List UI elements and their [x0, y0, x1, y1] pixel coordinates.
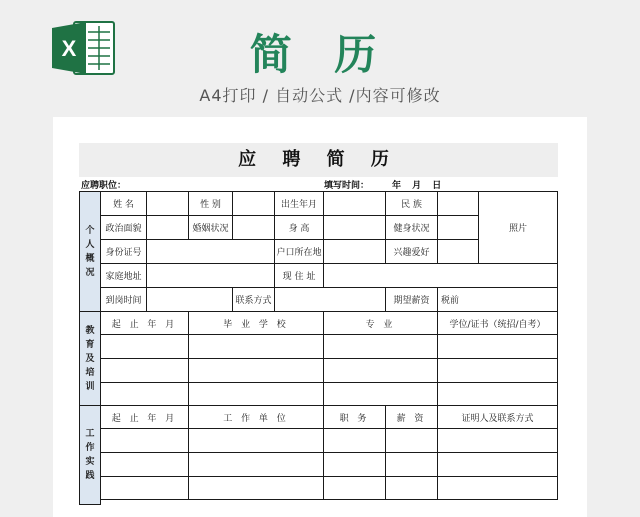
edu-cell[interactable]: [188, 382, 324, 406]
work-header-position: 职 务: [323, 405, 386, 429]
work-cell[interactable]: [188, 428, 324, 453]
photo-box[interactable]: 照片: [478, 191, 558, 264]
svg-text:X: X: [61, 36, 77, 61]
label-birth: 出生年月: [274, 191, 324, 216]
label-height: 身 高: [274, 215, 324, 240]
date-units: 年 月 日: [392, 181, 442, 191]
label-id-number: 身份证号: [100, 239, 147, 264]
work-header-period: 起 止 年 月: [100, 405, 189, 429]
edu-cell[interactable]: [323, 334, 438, 359]
input-ethnicity[interactable]: [437, 191, 479, 216]
work-header-employer: 工 作 单 位: [188, 405, 324, 429]
work-cell[interactable]: [323, 452, 386, 477]
input-home-address[interactable]: [146, 263, 275, 288]
input-politics[interactable]: [146, 215, 189, 240]
edu-header-degree: 学位/证书（统招/自考）: [437, 311, 558, 335]
edu-cell[interactable]: [188, 358, 324, 383]
work-cell[interactable]: [100, 452, 189, 477]
work-cell[interactable]: [385, 452, 438, 477]
form-title: 应 聘 简 历: [79, 143, 558, 177]
label-expected-salary: 期望薪资: [385, 287, 438, 312]
input-gender[interactable]: [232, 191, 275, 216]
label-home-address: 家庭地址: [100, 263, 147, 288]
work-cell[interactable]: [437, 476, 558, 500]
edu-cell[interactable]: [437, 382, 558, 406]
edu-header-major: 专 业: [323, 311, 438, 335]
work-cell[interactable]: [323, 428, 386, 453]
label-current-address: 现 住 址: [274, 263, 324, 288]
page-title: 简 历: [249, 30, 391, 79]
input-id-number[interactable]: [146, 239, 275, 264]
label-contact: 联系方式: [232, 287, 275, 312]
work-cell[interactable]: [100, 476, 189, 500]
edu-cell[interactable]: [437, 334, 558, 359]
input-contact[interactable]: [274, 287, 386, 312]
edu-cell[interactable]: [437, 358, 558, 383]
input-marital[interactable]: [232, 215, 275, 240]
label-ethnicity: 民 族: [385, 191, 438, 216]
input-height[interactable]: [323, 215, 386, 240]
edu-cell[interactable]: [100, 334, 189, 359]
work-cell[interactable]: [188, 476, 324, 500]
input-hukou[interactable]: [323, 239, 386, 264]
edu-cell[interactable]: [188, 334, 324, 359]
apply-position-label: 应聘职位：: [81, 181, 127, 191]
fill-date-label: 填写时间：: [324, 181, 370, 191]
work-cell[interactable]: [323, 476, 386, 500]
work-header-salary: 薪 资: [385, 405, 438, 429]
label-gender: 性 别: [188, 191, 233, 216]
work-cell[interactable]: [437, 428, 558, 453]
section-work: 工 作 实 践: [79, 405, 101, 505]
label-politics: 政治面貌: [100, 215, 147, 240]
input-hobbies[interactable]: [437, 239, 479, 264]
input-start-date[interactable]: [146, 287, 233, 312]
edu-header-period: 起 止 年 月: [100, 311, 189, 335]
edu-cell[interactable]: [100, 382, 189, 406]
work-cell[interactable]: [188, 452, 324, 477]
section-personal: 个 人 概 况: [79, 191, 101, 312]
label-hobbies: 兴趣爱好: [385, 239, 438, 264]
label-health: 健身状况: [385, 215, 438, 240]
label-hukou: 户口所在地: [274, 239, 324, 264]
work-header-reference: 证明人及联系方式: [437, 405, 558, 429]
label-start-date: 到岗时间: [100, 287, 147, 312]
label-marital: 婚姻状况: [188, 215, 233, 240]
edu-header-school: 毕 业 学 校: [188, 311, 324, 335]
edu-cell[interactable]: [323, 382, 438, 406]
input-name[interactable]: [146, 191, 189, 216]
work-cell[interactable]: [385, 476, 438, 500]
input-expected-salary[interactable]: 税前: [437, 287, 558, 312]
edu-cell[interactable]: [323, 358, 438, 383]
input-current-address[interactable]: [323, 263, 558, 288]
work-cell[interactable]: [100, 428, 189, 453]
input-birth[interactable]: [323, 191, 386, 216]
edu-cell[interactable]: [100, 358, 189, 383]
work-cell[interactable]: [385, 428, 438, 453]
section-education: 教 育 及 培 训: [79, 311, 101, 406]
label-name: 姓 名: [100, 191, 147, 216]
work-cell[interactable]: [437, 452, 558, 477]
page-subtitle: A4打印 / 自动公式 /内容可修改: [199, 86, 441, 105]
input-health[interactable]: [437, 215, 479, 240]
